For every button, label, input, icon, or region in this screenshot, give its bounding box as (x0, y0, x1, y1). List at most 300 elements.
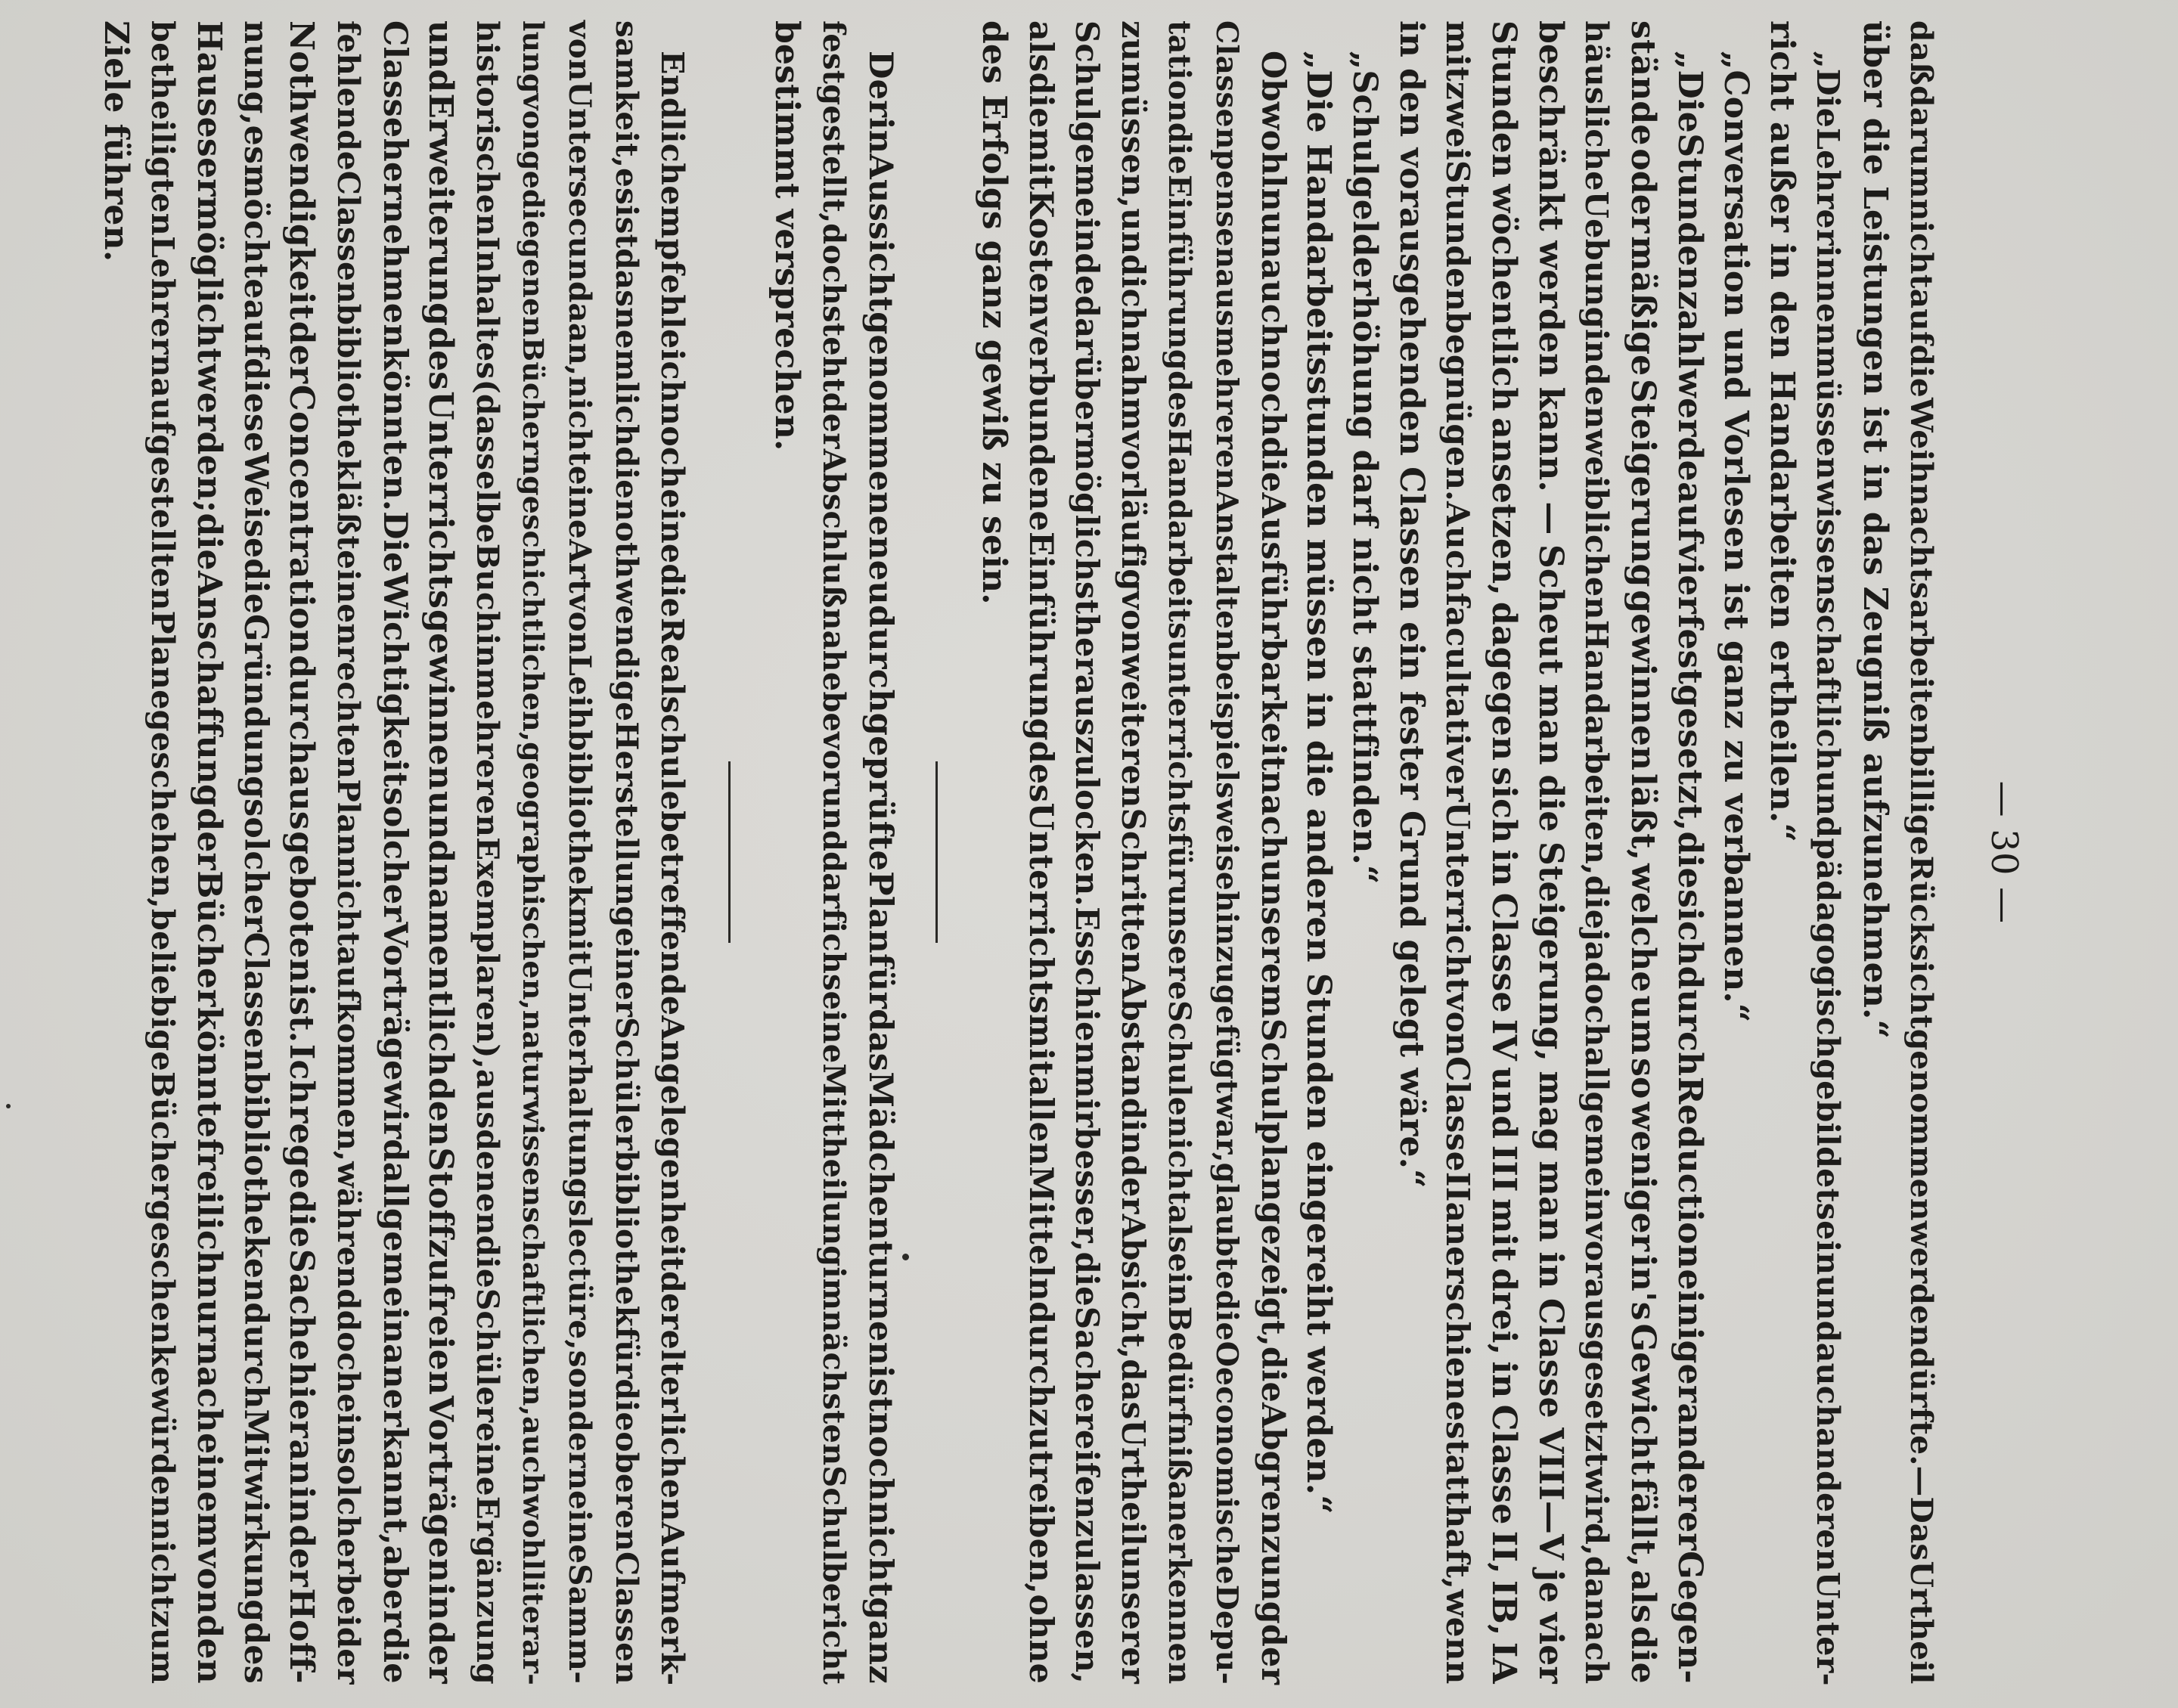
word: Stunden (1485, 20, 1524, 178)
word: von (562, 593, 599, 655)
word: Classen (608, 1551, 645, 1685)
word: Unterrichts (421, 391, 461, 609)
word: nicht (330, 856, 367, 947)
word: und (1716, 327, 1755, 401)
word: gewinnen (1624, 590, 1663, 771)
word: nicht (144, 1517, 182, 1610)
word: „Die (1670, 51, 1709, 133)
word: Plane (144, 610, 182, 710)
word: ich (816, 921, 852, 974)
word: es (237, 125, 275, 165)
word: anderer (1670, 1403, 1709, 1551)
word: „Die (1299, 51, 1339, 133)
word: in (1392, 20, 1431, 58)
word: Uebung (1578, 191, 1615, 329)
word: durch (237, 1302, 275, 1409)
word: nicht (562, 376, 599, 466)
word: die (1624, 1626, 1663, 1684)
word: man (1531, 684, 1570, 766)
word: das (608, 248, 645, 308)
word: Weise (237, 452, 275, 559)
word: Realschule (653, 617, 691, 811)
word: die (608, 1378, 645, 1432)
word: werden (1531, 240, 1570, 378)
word: die (1208, 1289, 1244, 1341)
word: Büchergeschenke (144, 1071, 182, 1387)
word: Mädchenturnen (861, 1071, 899, 1366)
word: der (653, 1271, 691, 1330)
word: führen. (97, 123, 136, 262)
word: zu (1716, 739, 1755, 783)
word: historischen (469, 20, 506, 237)
word: geographischen, (516, 742, 551, 1010)
word: samkeit, (608, 20, 645, 169)
word: über (1855, 20, 1894, 107)
word: weiblichen (1578, 429, 1615, 620)
word: Ziele (97, 20, 136, 113)
word: darf (816, 851, 852, 922)
word: gediegenen (516, 150, 551, 338)
word: Abgrenzung (1253, 1403, 1292, 1624)
word: und (421, 20, 461, 93)
word: läßt (330, 480, 367, 550)
word: „Conversation (1716, 51, 1755, 318)
word: ich (653, 349, 691, 403)
word: in (469, 633, 506, 668)
word: in (1855, 463, 1894, 501)
word: mäßige (1624, 236, 1663, 377)
word: pädagogisch (1810, 838, 1848, 1059)
text-line (1342, 20, 1388, 1684)
text-line (557, 20, 603, 1684)
word: verbannen.“ (1716, 793, 1755, 1023)
word: — (1903, 1465, 1940, 1497)
word: ermöglicht (189, 157, 228, 364)
word: zum (144, 1610, 182, 1685)
word: in (1485, 1361, 1524, 1399)
text-line (1388, 20, 1434, 1684)
word: doch (330, 1310, 367, 1393)
word: Unterricht (1439, 801, 1478, 993)
word: in (1578, 328, 1615, 364)
word: die (237, 558, 275, 615)
word: in (1485, 849, 1524, 887)
word: Angelegenheit (653, 1015, 691, 1272)
word: nicht (1162, 1116, 1198, 1205)
word: wird (376, 1080, 414, 1162)
word: die (1578, 875, 1615, 930)
text-line (232, 20, 278, 1684)
word: für (861, 953, 899, 1009)
word: und (816, 786, 852, 852)
word: Schritten (1114, 808, 1152, 975)
word: Endlich (653, 51, 691, 186)
text-line (1481, 20, 1527, 1684)
text-line (93, 20, 139, 1684)
word: darf (1345, 449, 1385, 527)
word: mit (1485, 1198, 1524, 1263)
word: Unterrichts (1022, 802, 1060, 1014)
word: Stundenzahl (1670, 133, 1709, 369)
word: außer (1763, 122, 1802, 233)
word: Unter- (1810, 1571, 1848, 1686)
word: glaubte (1208, 1162, 1244, 1290)
word: die (189, 513, 228, 571)
word: als (1162, 1204, 1198, 1254)
word: des (1162, 370, 1198, 429)
word: danach (1578, 1555, 1615, 1685)
word: ohne (1022, 1594, 1060, 1684)
word: an (282, 1439, 321, 1486)
word: mit (1439, 20, 1478, 82)
word: an (1439, 1201, 1478, 1247)
word: Es (1068, 907, 1106, 949)
word: Vorlesen (1716, 411, 1755, 572)
word: Steigerung (1624, 379, 1663, 587)
word: wird, (1578, 1467, 1615, 1556)
word: zwei (1439, 81, 1478, 160)
word: noch (861, 1412, 899, 1502)
word: Bedürfniß (1162, 1306, 1198, 1481)
word: aufgestellten (144, 377, 182, 611)
text-line (371, 20, 417, 1684)
word: „Schulgelderhöhung (1345, 51, 1385, 439)
word: des (237, 1622, 275, 1684)
word: Obwohl (1253, 51, 1292, 188)
word: Concentration (282, 384, 321, 654)
word: mir (1068, 1065, 1106, 1128)
word: aus (1208, 268, 1244, 327)
text-line (417, 20, 464, 1684)
word: der (1253, 1623, 1292, 1685)
word: Büchern (516, 337, 551, 476)
word: müssen (1810, 346, 1848, 480)
word: auch (1253, 259, 1292, 348)
word: möglichst (1068, 437, 1106, 615)
word: Leihbibliothek (562, 654, 599, 907)
word: Auch (1439, 501, 1478, 593)
word: zu (1114, 20, 1152, 62)
word: in (282, 1486, 321, 1524)
word: einiger (1670, 1269, 1709, 1403)
word: Classenpensen (1208, 20, 1244, 269)
word: Abschluß (816, 448, 852, 609)
word: neu (861, 536, 899, 605)
word: allgemein (376, 1161, 414, 1344)
word: freilich (189, 1138, 228, 1276)
word: wohl (516, 1494, 551, 1570)
word: oberen (608, 1431, 645, 1551)
word: Weihnachtsarbeiten (1903, 397, 1940, 746)
word: Erfolgs (975, 95, 1014, 230)
word: mag (1531, 1071, 1570, 1152)
word: genommene (861, 312, 899, 537)
word: fehlende (330, 20, 367, 171)
word: gewinnen (421, 609, 461, 791)
text-line (1249, 20, 1295, 1684)
word: Urtheil (1903, 1561, 1940, 1685)
word: ansetzen, (1485, 417, 1524, 596)
word: Exemplaren), (469, 837, 506, 1070)
word: durchaus (282, 655, 321, 830)
word: nung, (237, 20, 275, 126)
word: die (469, 1235, 506, 1288)
word: Reduction (1670, 1076, 1709, 1269)
word: gebildet (1810, 1059, 1848, 1203)
word: statthaft, (1439, 1421, 1478, 1590)
word: Gründung (237, 614, 275, 799)
word: Hoff- (282, 1588, 321, 1684)
word: (dasselbe (469, 379, 506, 544)
word: auf (1903, 288, 1940, 345)
word: nahe (816, 608, 852, 692)
word: sondern (562, 1350, 599, 1491)
word: Ergänzung (469, 1496, 506, 1685)
word: Stunden (1439, 160, 1478, 312)
word: nächsten (816, 1310, 852, 1466)
word: den (1578, 364, 1615, 429)
word: Hauses (189, 20, 228, 157)
word: Einführung (1022, 531, 1060, 741)
horizontal-rule (728, 761, 731, 943)
word: als (1022, 20, 1060, 73)
word: darüber (1068, 295, 1106, 438)
word: im (816, 1266, 852, 1311)
word: von (516, 93, 551, 151)
word: wöchentlich (1485, 184, 1524, 412)
word: versprechen. (768, 209, 807, 451)
word: lassen, (1068, 1560, 1106, 1684)
section-separator (903, 20, 971, 1684)
word: durch (1670, 966, 1709, 1077)
word: namentlich (421, 863, 461, 1077)
word: IB, (1485, 1579, 1524, 1636)
word: seine (816, 973, 852, 1064)
word: geboten (282, 831, 321, 983)
word: hier (282, 1362, 321, 1439)
word: so (1624, 1058, 1663, 1099)
word: und (1114, 208, 1152, 277)
text-line (1620, 20, 1666, 1684)
section-separator (696, 20, 764, 1684)
word: anerkannt, (376, 1344, 414, 1545)
word: möchte (237, 164, 275, 299)
word: daß (1903, 20, 1940, 86)
word: den (1763, 290, 1802, 360)
word: schien (1068, 948, 1106, 1065)
word: VIII—V (1531, 1427, 1570, 1561)
word: II (1439, 1171, 1478, 1202)
word: ist. (282, 984, 321, 1043)
text-line (1156, 20, 1202, 1684)
word: um (1624, 995, 1663, 1055)
text-line (1898, 20, 1944, 1684)
word: in (1114, 1120, 1152, 1155)
word: von (189, 1548, 228, 1615)
word: gezeigt, (1253, 1201, 1292, 1347)
word: die (1855, 117, 1894, 175)
word: Nothwendigkeit (282, 20, 321, 321)
word: Scheut (1531, 544, 1570, 675)
text-line (856, 20, 902, 1684)
word: Das (1903, 1496, 1940, 1561)
word: Erweiterung (421, 93, 461, 327)
word: vier (1670, 542, 1709, 614)
word: die (376, 1627, 414, 1684)
word: ist (608, 205, 645, 249)
word: die (1022, 72, 1060, 129)
word: häusliche (1578, 20, 1615, 191)
word: Classe (1485, 1404, 1524, 1525)
word: noch (653, 402, 691, 489)
word: Einführung (1162, 175, 1198, 371)
word: nach (1253, 770, 1292, 860)
word: läßt, (1624, 773, 1663, 861)
word: Absicht, (1114, 1214, 1152, 1359)
text-line (603, 20, 649, 1684)
word: aufkommen, (330, 946, 367, 1162)
text-line (510, 20, 557, 1684)
word: ja (1578, 929, 1615, 962)
word: vier (1531, 1612, 1570, 1684)
word: den (421, 1077, 461, 1147)
text-line (764, 20, 810, 1684)
word: sich (1485, 767, 1524, 844)
word: der (282, 321, 321, 384)
page-text (97, 20, 2027, 1686)
word: Gewicht (1624, 1323, 1663, 1476)
word: die (1299, 739, 1339, 798)
word: geschichtlichen, (516, 476, 551, 742)
word: beispielsweise (1208, 650, 1244, 891)
word: Der (861, 51, 899, 118)
word: Grund (1392, 811, 1431, 929)
word: hinzugefügt (1208, 891, 1244, 1094)
word: empfehle (653, 185, 691, 349)
word: je (1531, 1569, 1570, 1604)
word: müssen, (1114, 61, 1152, 209)
word: wäre.“ (1392, 1068, 1431, 1189)
word: war, (1208, 1093, 1244, 1163)
word: mehreren (469, 668, 506, 838)
word: weniger (1624, 1102, 1663, 1252)
word: könnte (189, 1006, 228, 1139)
word: Plan (330, 779, 367, 857)
word: zu (1068, 1519, 1106, 1561)
text-line (1110, 20, 1156, 1684)
word: drei, (1485, 1268, 1524, 1356)
word: beschränkt (1531, 20, 1570, 231)
word: nun (1253, 188, 1292, 259)
word: fester (1392, 690, 1431, 801)
word: werden; (189, 363, 228, 513)
word: unsere (1162, 884, 1198, 1001)
word: zu (975, 461, 1014, 506)
word: „Die (1810, 51, 1848, 128)
word: stattfinden.“ (1345, 645, 1385, 885)
word: rechten (330, 645, 367, 780)
word: erschiene (1439, 1246, 1478, 1421)
word: unserem (1253, 859, 1292, 1018)
word: nicht (1345, 537, 1385, 635)
word: der (1114, 1155, 1152, 1214)
word: ein (330, 1393, 367, 1448)
word: III (1485, 1145, 1524, 1192)
word: anderen (1299, 808, 1339, 962)
word: Zeugniß (1855, 586, 1894, 742)
word: billige (1903, 745, 1940, 856)
word: besser, (1068, 1127, 1106, 1252)
word: die (1162, 122, 1198, 175)
word: nemlich (608, 307, 645, 447)
word: Mittheilung (816, 1063, 852, 1267)
word: von (1114, 591, 1152, 654)
word: bestimmt (768, 20, 807, 199)
word: in's (1624, 1254, 1663, 1321)
word: begnügen. (1439, 312, 1478, 502)
word: die (1531, 774, 1570, 832)
word: Vorträge (376, 922, 414, 1081)
word: II, (1485, 1530, 1524, 1574)
word: mehreren (1208, 326, 1244, 491)
text-line (1435, 20, 1481, 1684)
word: ich (1114, 276, 1152, 331)
word: ist (1855, 406, 1894, 454)
word: die (1253, 1346, 1292, 1403)
word: solcher (376, 787, 414, 922)
word: Sache (1068, 1306, 1106, 1413)
word: die (653, 563, 691, 618)
word: Buch (469, 543, 506, 634)
word: Gegen- (1670, 1551, 1709, 1684)
word: nicht (861, 1501, 899, 1598)
word: einem (189, 1433, 228, 1548)
text-line (1805, 20, 1851, 1684)
word: Handarbeitsstunden (1299, 143, 1339, 529)
word: dagegen (1485, 601, 1524, 761)
word: betreffende (653, 811, 691, 1016)
word: betheiligten (144, 20, 182, 236)
word: mit (1022, 1014, 1060, 1076)
word: herauszulocken. (1068, 614, 1106, 907)
word: das (1855, 511, 1894, 576)
word: Handarbeiten, (1578, 619, 1615, 876)
word: verbundene (1022, 317, 1060, 532)
word: das (861, 1009, 899, 1072)
word: festgesetzt, (1670, 614, 1709, 832)
word: nahm (1114, 330, 1152, 431)
text-line (139, 20, 185, 1684)
word: geschehen, (144, 709, 182, 909)
text-line (1759, 20, 1805, 1684)
ink-speck (6, 1104, 11, 1108)
word: Urtheil (1114, 1419, 1152, 1546)
word: als (1624, 1570, 1663, 1624)
word: in (1299, 692, 1339, 730)
word: richt (1763, 20, 1802, 112)
word: Classe (1531, 1297, 1570, 1418)
word: für (1162, 832, 1198, 885)
word: die (1253, 436, 1292, 493)
word: der (330, 1626, 367, 1685)
word: vorausgehenden (1392, 147, 1431, 457)
word: darum (1903, 85, 1940, 199)
word: eine (562, 465, 599, 539)
word: eine (653, 488, 691, 564)
word: man (1531, 1161, 1570, 1242)
text-line (1713, 20, 1759, 1684)
text-line (1295, 20, 1342, 1684)
